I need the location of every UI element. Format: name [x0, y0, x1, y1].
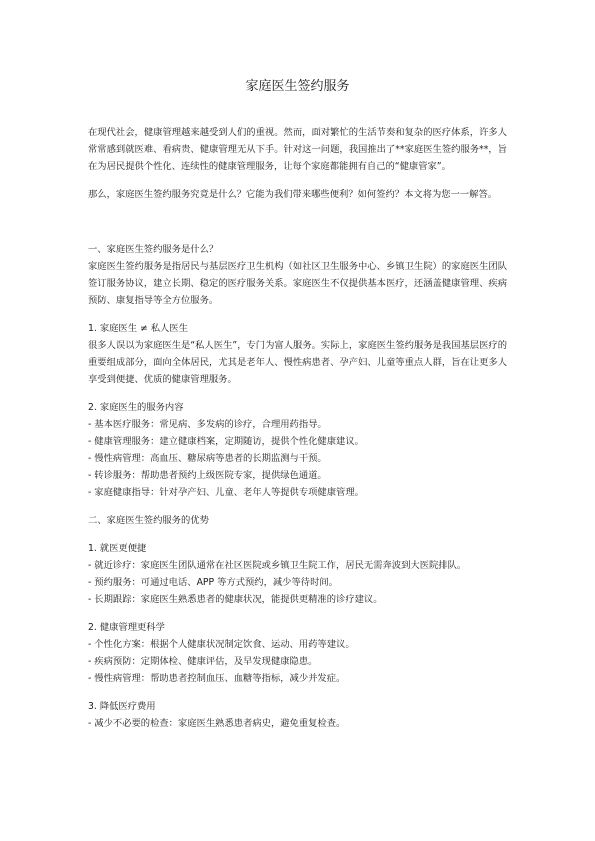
spacer: [88, 529, 507, 540]
list-item: - 减少不必要的检查：家庭医生熟悉患者病史，避免重复检查。: [88, 718, 346, 729]
list-item: - 慢性病管理：帮助患者控制血压、血糖等指标，减少并发症。: [88, 673, 346, 684]
list-item: - 基本医疗服务：常见病、多发病的诊疗，合理用药指导。: [88, 419, 327, 430]
section-1-sub-1-heading: 1. 家庭医生 ≠ 私人医生: [88, 323, 188, 334]
spacer: [88, 309, 507, 320]
list-item: - 转诊服务：帮助患者预约上级医院专家，提供绿色通道。: [88, 470, 327, 481]
section-1-heading: 一、家庭医生签约服务是什么？: [88, 244, 219, 255]
health-management-list: [88, 636, 507, 687]
section-2-sub-3-heading: 3. 降低医疗费用: [88, 701, 156, 712]
section-1-body: 家庭医生签约服务是指居民与基层医疗卫生机构（如社区卫生服务中心、乡镇卫生院）的家庭医生团队签订服务协议，建立长期、稳定的医疗服务关系。家庭医生不仅提供基本医疗，还涵盖健康管理、疾病预防、康复指导等全方位服务。: [88, 261, 507, 306]
list-item: - 健康管理服务：建立健康档案，定期随访，提供个性化健康建议。: [88, 436, 364, 447]
spacer: [88, 388, 507, 399]
document-title: 家庭医生签约服务: [245, 79, 350, 94]
list-item: - 就近诊疗：家庭医生团队通常在社区医院或乡镇卫生院工作，居民无需奔波到大医院排队。: [88, 560, 467, 571]
spacer: [88, 687, 507, 698]
spacer: [88, 501, 507, 512]
spacer: [88, 608, 507, 619]
section-2-heading: 二、家庭医生签约服务的优势: [88, 515, 209, 526]
list-item: - 疾病预防：定期体检、健康评估，及早发现健康隐患。: [88, 656, 318, 667]
list-item: - 预约服务：可通过电话、APP 等方式预约，减少等待时间。: [88, 577, 338, 588]
intro-paragraph-1: 在现代社会，健康管理越来越受到人们的重视。然而，面对繁忙的生活节奏和复杂的医疗体系，许多人常常感到就医难、看病贵、健康管理无从下手。针对这一问题，我国推出了**家庭医生签约服务**，旨在为居民提供个性化、连续性的健康管理服务，让每个家庭都能拥有自己的“健康管家”。: [88, 127, 507, 172]
list-item: - 慢性病管理：高血压、糖尿病等患者的长期监测与干预。: [88, 453, 327, 464]
list-item: - 长期跟踪：家庭医生熟悉患者的健康状况，能提供更精准的诊疗建议。: [88, 594, 383, 605]
intro-paragraph-2: 那么，家庭医生签约服务究竟是什么？它能为我们带来哪些便利？如何签约？本文将为您一一解答。: [88, 189, 498, 200]
list-item: - 家庭健康指导：针对孕产妇、儿童、老年人等提供专项健康管理。: [88, 487, 364, 498]
convenience-list: [88, 557, 507, 608]
spacer: [88, 175, 507, 186]
section-1-sub-2-heading: 2. 家庭医生的服务内容: [88, 402, 184, 413]
list-item: - 个性化方案：根据个人健康状况制定饮食、运动、用药等建议。: [88, 639, 355, 650]
section-2-sub-1-heading: 1. 就医更便捷: [88, 543, 147, 554]
section-2-sub-2-heading: 2. 健康管理更科学: [88, 622, 165, 633]
section-1-sub-1-body: 很多人误以为家庭医生是“私人医生”，专门为富人服务。实际上，家庭医生签约服务是我国基层医疗的重要组成部分，面向全体居民，尤其是老年人、慢性病患者、孕产妇、儿童等重点人群，旨在让更多人享受到便捷、优质的健康管理服务。: [88, 340, 507, 385]
service-content-list: [88, 416, 507, 501]
cost-reduction-list: [88, 715, 507, 732]
spacer: [88, 203, 507, 241]
